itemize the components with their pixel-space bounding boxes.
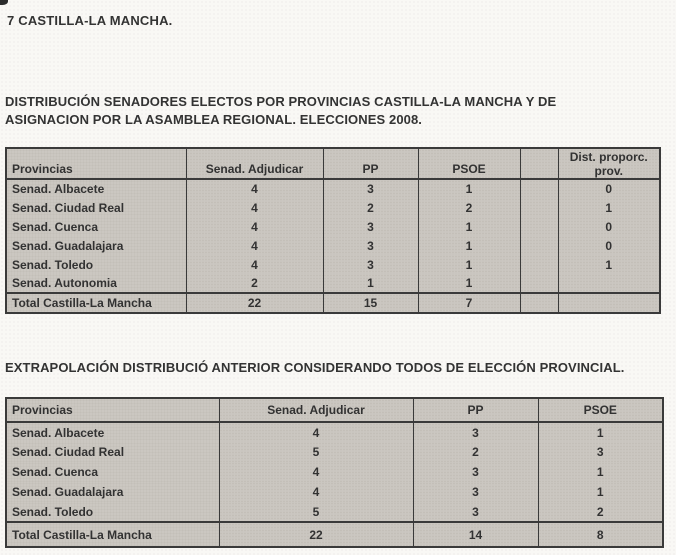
cell-pp: 3 xyxy=(413,422,538,442)
table-distribucion-senadores-2008 xyxy=(5,147,661,314)
cell-senad-adjudicar: 5 xyxy=(219,442,413,462)
cell-dist-proporc: 0 xyxy=(558,179,660,198)
cell-total-label: Total Castilla-La Mancha xyxy=(6,522,219,547)
cell-provincia: Senad. Cuenca xyxy=(6,462,219,482)
table1-total-row xyxy=(6,293,660,313)
table1-row-cuenca xyxy=(6,217,660,236)
cell-senad-adjudicar: 5 xyxy=(219,502,413,522)
cell-provincia: Senad. Ciudad Real xyxy=(6,198,186,217)
cell-psoe: 1 xyxy=(418,236,520,255)
cell-senad-adjudicar: 4 xyxy=(186,179,323,198)
table1-col-header-provincias: Provincias xyxy=(6,148,186,179)
cell-psoe: 1 xyxy=(538,422,663,442)
cell-pp: 3 xyxy=(413,502,538,522)
cell-spacer xyxy=(520,274,558,293)
table-extrapolacion-provincial xyxy=(5,397,664,548)
cell-total-pp: 14 xyxy=(413,522,538,547)
cell-senad-adjudicar: 4 xyxy=(186,236,323,255)
cell-psoe: 1 xyxy=(538,482,663,502)
table2-col-header-psoe: PSOE xyxy=(538,398,663,422)
table1-row-toledo xyxy=(6,255,660,274)
cell-senad-adjudicar: 4 xyxy=(186,255,323,274)
cell-provincia: Senad. Autonomia xyxy=(6,274,186,293)
table2-row-ciudad-real xyxy=(6,442,663,462)
cell-senad-adjudicar: 2 xyxy=(186,274,323,293)
cell-total-senad-adjudicar: 22 xyxy=(186,293,323,313)
cell-dist-proporc: 0 xyxy=(558,217,660,236)
cell-psoe: 1 xyxy=(418,274,520,293)
cell-provincia: Senad. Guadalajara xyxy=(6,236,186,255)
table2-col-header-senad-adjudicar: Senad. Adjudicar xyxy=(219,398,413,422)
cell-senad-adjudicar: 4 xyxy=(186,198,323,217)
cell-pp: 3 xyxy=(323,179,418,198)
table1-col-header-pp: PP xyxy=(323,148,418,179)
table2-col-header-pp: PP xyxy=(413,398,538,422)
cell-spacer xyxy=(520,198,558,217)
cell-provincia: Senad. Toledo xyxy=(6,255,186,274)
cell-pp: 1 xyxy=(323,274,418,293)
cell-pp: 3 xyxy=(323,255,418,274)
cell-pp: 3 xyxy=(413,482,538,502)
table1-col-header-psoe: PSOE xyxy=(418,148,520,179)
table2-row-toledo xyxy=(6,502,663,522)
cell-senad-adjudicar: 4 xyxy=(219,482,413,502)
cell-senad-adjudicar: 4 xyxy=(219,422,413,442)
cell-spacer xyxy=(520,293,558,313)
table1-row-guadalajara xyxy=(6,236,660,255)
cell-provincia: Senad. Toledo xyxy=(6,502,219,522)
cell-pp: 3 xyxy=(323,217,418,236)
cell-senad-adjudicar: 4 xyxy=(219,462,413,482)
table1-title-line1: DISTRIBUCIÓN SENADORES ELECTOS POR PROVINCIAS CASTILLA-LA MANCHA Y DE xyxy=(5,94,557,109)
cell-spacer xyxy=(520,236,558,255)
cell-pp: 3 xyxy=(323,236,418,255)
cell-psoe: 1 xyxy=(538,462,663,482)
table2-row-albacete xyxy=(6,422,663,442)
cell-spacer xyxy=(520,217,558,236)
cell-psoe: 2 xyxy=(418,198,520,217)
cell-total-psoe: 8 xyxy=(538,522,663,547)
table2-col-header-provincias: Provincias xyxy=(6,398,219,422)
table1-col-header-spacer xyxy=(520,148,558,179)
cell-dist-proporc: 1 xyxy=(558,198,660,217)
table1-col-header-dist-proporc-prov: Dist. proporc. prov. xyxy=(558,148,660,179)
cell-psoe: 1 xyxy=(418,255,520,274)
cell-provincia: Senad. Albacete xyxy=(6,179,186,198)
table1-row-albacete xyxy=(6,179,660,198)
cell-total-pp: 15 xyxy=(323,293,418,313)
cell-pp: 2 xyxy=(413,442,538,462)
section-heading: 7 CASTILLA-LA MANCHA. xyxy=(7,13,173,28)
cell-spacer xyxy=(520,179,558,198)
cell-psoe: 2 xyxy=(538,502,663,522)
table1-title-line2: ASIGNACION POR LA ASAMBLEA REGIONAL. ELECCIONES 2008. xyxy=(5,112,423,127)
cell-spacer xyxy=(520,255,558,274)
cell-provincia: Senad. Guadalajara xyxy=(6,482,219,502)
cell-total-dist-proporc xyxy=(558,293,660,313)
table2-title: EXTRAPOLACIÓN DISTRIBUCIÓ ANTERIOR CONSIDERANDO TODOS DE ELECCIÓN PROVINCIAL. xyxy=(5,360,625,375)
table2-total-row xyxy=(6,522,663,547)
cell-psoe: 1 xyxy=(418,217,520,236)
cell-dist-proporc: 1 xyxy=(558,255,660,274)
cell-pp: 2 xyxy=(323,198,418,217)
table1-header-row xyxy=(6,148,660,179)
cell-senad-adjudicar: 4 xyxy=(186,217,323,236)
cell-total-psoe: 7 xyxy=(418,293,520,313)
table2-header-row xyxy=(6,398,663,422)
table1-row-ciudad-real xyxy=(6,198,660,217)
scan-corner-artifact xyxy=(0,0,8,5)
cell-psoe: 1 xyxy=(418,179,520,198)
table2-row-cuenca xyxy=(6,462,663,482)
cell-psoe: 3 xyxy=(538,442,663,462)
table2-row-guadalajara xyxy=(6,482,663,502)
table1-row-autonomia xyxy=(6,274,660,293)
cell-provincia: Senad. Cuenca xyxy=(6,217,186,236)
table1-col-header-senad-adjudicar: Senad. Adjudicar xyxy=(186,148,323,179)
cell-dist-proporc xyxy=(558,274,660,293)
cell-provincia: Senad. Ciudad Real xyxy=(6,442,219,462)
table1-title xyxy=(5,93,645,129)
cell-provincia: Senad. Albacete xyxy=(6,422,219,442)
cell-total-senad-adjudicar: 22 xyxy=(219,522,413,547)
cell-pp: 3 xyxy=(413,462,538,482)
cell-total-label: Total Castilla-La Mancha xyxy=(6,293,186,313)
cell-dist-proporc: 0 xyxy=(558,236,660,255)
